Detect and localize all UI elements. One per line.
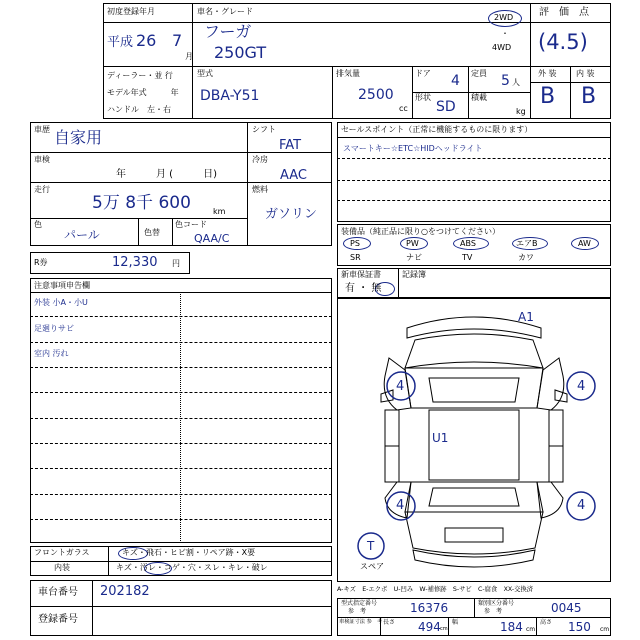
tire-front-right: 4 xyxy=(577,379,586,394)
shift-label: シフト xyxy=(252,125,276,134)
inspection-value: 年 月 ( 日) xyxy=(116,169,217,180)
mileage-value: 5万 8千 600 xyxy=(92,193,191,213)
tire-front-left: 4 xyxy=(396,379,405,394)
class-sub: 参 考 xyxy=(484,608,503,615)
fuel-value: ガソリン xyxy=(265,207,318,222)
divider xyxy=(92,580,93,636)
capacity-unit: 人 xyxy=(512,78,520,87)
car-outline-diagram xyxy=(337,298,611,582)
divider xyxy=(337,137,611,138)
height-label: 高さ xyxy=(540,619,553,626)
equipment-label: 装備品（純正品に限り○をつけてください） xyxy=(341,227,500,236)
color-change-label: 色替 xyxy=(144,228,160,237)
drive-4wd: 4WD xyxy=(492,43,512,52)
grade: 250GT xyxy=(214,43,267,62)
capacity: 5 xyxy=(501,73,510,89)
interior-cond-label: 内装 xyxy=(54,563,70,572)
header-section xyxy=(103,3,611,119)
length-sub: 長さ xyxy=(383,619,396,626)
interior-label: 内 装 xyxy=(576,69,595,78)
recycle-section xyxy=(30,252,190,274)
equip-abs: ABS xyxy=(460,239,476,248)
damage-a1: A1 xyxy=(518,310,534,324)
note-line-3: 室内 汚れ xyxy=(34,349,69,358)
rule-line xyxy=(30,367,332,368)
length-value: 494 xyxy=(418,620,441,634)
divider xyxy=(172,218,173,246)
rule-line xyxy=(30,342,332,343)
rule-line xyxy=(30,519,332,520)
rule-line xyxy=(30,316,332,317)
divider xyxy=(530,3,531,119)
spare-label: スペア xyxy=(360,562,384,571)
chassis-value: 202182 xyxy=(100,584,150,599)
month-unit: 月 xyxy=(185,52,193,61)
load-unit: kg xyxy=(516,107,526,116)
color-code: QAA/C xyxy=(194,232,230,245)
capacity-label: 定員 xyxy=(471,69,487,78)
rule-line xyxy=(337,158,611,159)
color-code-label: 色コード xyxy=(175,220,207,229)
first-reg-label: 初度登録年月 xyxy=(107,7,155,16)
rule-line xyxy=(30,443,332,444)
width-label: 幅 xyxy=(452,619,459,626)
tire-rear-left: 4 xyxy=(396,498,405,513)
divider xyxy=(108,546,109,576)
drive-dot: ・ xyxy=(501,29,509,38)
tire-rear-right: 4 xyxy=(577,498,586,513)
type-cert-label: 型式指定番号 xyxy=(341,600,378,607)
length-unit: cm xyxy=(440,626,448,632)
notes-label: 注意事項申告欄 xyxy=(34,281,90,290)
damage-u1: U1 xyxy=(432,431,449,445)
divider xyxy=(30,292,332,293)
equip-pw: PW xyxy=(406,239,419,248)
drive-2wd: 2WD xyxy=(494,13,514,22)
name-grade-label: 車名・グレード xyxy=(197,7,253,16)
divider xyxy=(530,22,611,23)
divider xyxy=(398,268,399,298)
equip-tv: TV xyxy=(462,253,473,262)
equip-leather: カワ xyxy=(518,253,534,262)
width-unit: cm xyxy=(526,626,536,633)
divider xyxy=(192,66,193,119)
damage-legend: A-キズ E-エクボ U-凹み W-補修跡 S-サビ C-腐食 XX-交換済 xyxy=(337,586,534,593)
rule-line xyxy=(30,494,332,495)
use-value: 自家用 xyxy=(54,128,103,147)
shift-value: FAT xyxy=(279,138,302,153)
model-code: DBA-Y51 xyxy=(200,88,260,104)
divider xyxy=(468,66,469,119)
yen-unit: 円 xyxy=(172,259,180,268)
color-label: 色 xyxy=(34,220,42,229)
sales-point-line: スマートキー☆ETC☆HIDヘッドライト xyxy=(343,144,483,153)
load-label: 積載 xyxy=(471,93,487,102)
color-value: パール xyxy=(64,228,100,242)
height-value: 150 xyxy=(568,620,591,634)
rule-line xyxy=(30,392,332,393)
equip-sr: SR xyxy=(350,253,361,262)
divider xyxy=(30,606,332,607)
new-car-warranty-label: 新車保証書 xyxy=(341,270,381,279)
reg-number-label: 登録番号 xyxy=(38,614,78,625)
rule-line xyxy=(30,418,332,419)
class-label: 類別区分番号 xyxy=(478,600,515,607)
interior-grade: B xyxy=(581,84,597,109)
equip-aw: AW xyxy=(578,239,591,248)
model-year-label: モデル年式 年 xyxy=(107,88,179,97)
divider xyxy=(474,598,475,617)
type-cert-value: 16376 xyxy=(410,601,449,615)
new-car-warranty-value: 有 ・ 無 xyxy=(345,283,382,294)
divider xyxy=(337,617,611,618)
score-label: 評 価 点 xyxy=(539,7,589,18)
divider xyxy=(103,22,530,23)
doors: 4 xyxy=(451,73,460,89)
note-line-2: 足廻りサビ xyxy=(34,324,74,333)
equip-airbag: エアB xyxy=(516,239,538,248)
divider xyxy=(332,66,333,119)
length-label: 車検証寸法 参 考 xyxy=(339,619,383,625)
type-label: 型式 xyxy=(197,69,213,78)
recycle-label: R券 xyxy=(34,258,48,267)
reg-month: 7 xyxy=(172,31,183,50)
era: 平成 xyxy=(107,35,134,50)
handle-label: ハンドル 左・右 xyxy=(107,105,171,114)
door-label: ドア xyxy=(415,69,431,78)
class-value: 0045 xyxy=(551,601,582,615)
ac-label: 冷房 xyxy=(252,155,268,164)
front-glass-label: フロントガラス xyxy=(34,548,90,557)
width-value: 184 xyxy=(500,620,523,634)
exterior-label: 外 装 xyxy=(538,69,557,78)
score-value: (4.5) xyxy=(538,30,588,54)
divider xyxy=(30,152,247,153)
use-label: 車歴 xyxy=(34,125,50,134)
divider xyxy=(570,66,571,119)
shape-label: 形状 xyxy=(415,93,431,102)
notes-section xyxy=(30,278,332,543)
sales-point-label: セールスポイント（正常に機能するものに限ります） xyxy=(341,125,533,134)
divider xyxy=(247,122,248,246)
displacement-label: 排気量 xyxy=(336,69,360,78)
inspection-label: 車検 xyxy=(34,155,50,164)
dealer-label: ディーラー・並 行 xyxy=(107,71,173,80)
type-cert-sub: 参 考 xyxy=(348,608,367,615)
recycle-value: 12,330 xyxy=(112,255,158,270)
exterior-grade: B xyxy=(540,84,556,109)
chassis-label: 車台番号 xyxy=(38,587,78,598)
equip-ps: PS xyxy=(350,239,360,248)
divider xyxy=(536,617,537,636)
shape: SD xyxy=(436,99,456,115)
spare-mark: T xyxy=(367,539,375,553)
fuel-label: 燃料 xyxy=(252,185,268,194)
height-unit: cm xyxy=(600,626,610,633)
rule-line xyxy=(337,180,611,181)
note-line-1: 外装 小A・小U xyxy=(34,298,88,307)
cc-unit: cc xyxy=(399,104,408,113)
rule-line xyxy=(30,468,332,469)
divider xyxy=(30,561,332,562)
divider xyxy=(448,617,449,636)
divider xyxy=(138,218,139,246)
front-glass-value: キズ・飛石・ヒビ割・リペア跡・X要 xyxy=(122,548,256,557)
km-unit: km xyxy=(213,207,226,216)
record-label: 記録簿 xyxy=(402,270,426,279)
car-name: フーガ xyxy=(204,22,252,41)
displacement: 2500 xyxy=(358,87,394,103)
reg-year: 26 xyxy=(136,31,157,50)
mileage-label: 走行 xyxy=(34,185,50,194)
equip-navi: ナビ xyxy=(406,253,422,262)
interior-cond-value: キズ・汚レ・コゲ・穴・スレ・キレ・破レ xyxy=(116,563,268,572)
rule-line xyxy=(337,200,611,201)
ac-value: AAC xyxy=(280,168,307,183)
